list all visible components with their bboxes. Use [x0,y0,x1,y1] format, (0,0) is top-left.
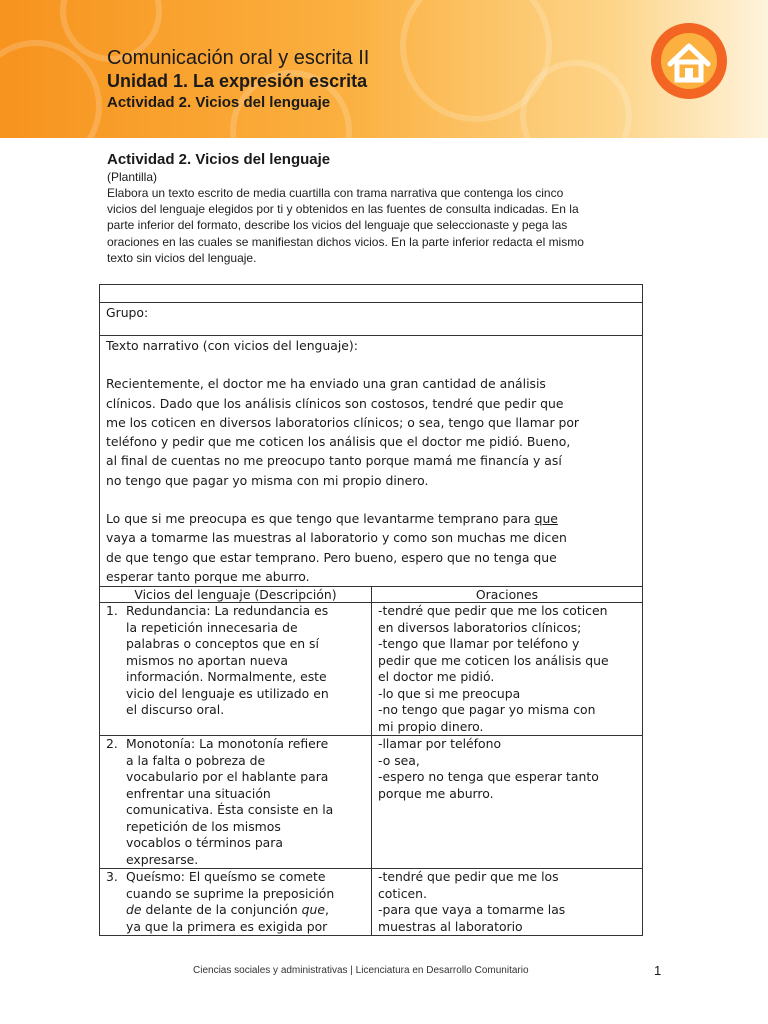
header-titles [107,46,369,114]
narrative-line: no tengo que pagar yo misma con mi propio dinero. [106,472,429,488]
activity-title: Actividad 2. Vicios del lenguaje [107,94,331,111]
column-headers [100,587,643,603]
sentence-line: -tendré que pedir que me los [378,869,559,885]
course-title: Comunicación oral y escrita II [107,47,370,69]
sentence-line: -o sea, [378,752,420,768]
narrative-text-cell[interactable] [100,336,643,587]
narrative-row [100,336,643,587]
instructions-line: texto sin vicios del lenguaje. [107,250,257,265]
header-banner [0,0,768,138]
house-logo-icon [648,20,730,102]
col-header-oraciones: Oraciones [372,587,643,603]
vice-sentences [372,736,643,869]
sentence-line: -lo que si me preocupa [378,685,521,701]
vice-description [100,869,372,936]
vice-sentences [372,869,643,936]
sentence-line: -espero no tenga que esperar tanto [378,769,599,785]
activity-instructions [107,150,655,266]
vice-row-2 [100,736,643,869]
page-footer: Ciencias sociales y administrativas | Licenciatura en Desarrollo Comunitario [193,965,529,976]
sentence-line: mi propio dinero. [378,718,484,734]
emphasis-word: de [126,902,142,918]
vice-description [100,736,372,869]
sentence-line: -para que vaya a tomarme las [378,902,566,918]
narrative-line: teléfono y pedir que me coticen los análisis que el doctor me pidió. Bueno, [106,434,571,450]
narrative-line: al final de cuentas no me preocupo tanto porque mamá me financía y así [106,453,562,469]
page-number: 1 [654,963,662,978]
instructions-line: oraciones en las cuales se manifiestan dichos vicios. En la parte inferior redacta el mismo [107,234,584,249]
vice-line: expresarse. [126,851,199,867]
narrative-line: vaya a tomarme las muestras al laboratorio y como son muchas me dicen [106,530,567,546]
sentence-line: pedir que me coticen los análisis que [378,652,609,668]
instructions-body [107,185,655,266]
vice-line: vocablos o términos para [126,835,283,851]
vice-row-3 [100,869,643,936]
vice-description [100,603,372,736]
vice-number: 2. [106,736,118,752]
vice-line: a la falta o pobreza de [126,752,266,768]
instructions-line: parte inferior del formato, describe los vicios del lenguaje que seleccionaste y pega las [107,218,568,233]
group-field[interactable] [100,303,643,336]
vice-text-span: delante de la conjunción [141,902,302,918]
underlined-word: que [534,511,558,527]
vice-row-1 [100,603,643,736]
vice-line: cuando se suprime la preposición [126,885,335,901]
instructions-line: vicios del lenguaje elegidos por ti y obtenidos en las fuentes de consulta indicadas. En la [107,202,579,217]
group-label: Grupo: [106,305,149,320]
vice-line: comunicativa. Ésta consiste en la [126,802,334,818]
sentence-line: -no tengo que pagar yo misma con [378,702,596,718]
vice-line: la repetición innecesaria de [126,619,298,635]
sentence-line: porque me aburro. [378,785,494,801]
vice-line: vicio del lenguaje es utilizado en [126,685,329,701]
narrative-line: me los coticen en diversos laboratorios clínicos; o sea, tengo que llamar por [106,414,580,430]
blank-row [100,285,643,303]
vice-line: el discurso oral. [126,702,225,718]
vice-number: 1. [106,603,118,619]
sentence-line: muestras al laboratorio [378,918,523,934]
group-row [100,303,643,336]
vice-number: 3. [106,869,118,885]
vice-line: repetición de los mismos [126,818,281,834]
sentence-line: en diversos laboratorios clínicos; [378,619,582,635]
sentence-line: -tendré que pedir que me los coticen [378,603,608,619]
sentence-line: -tengo que llamar por teléfono y [378,636,580,652]
narrative-text: Lo que si me preocupa es que tengo que levantarme temprano para [106,511,535,527]
vice-line: Redundancia: La redundancia es [126,603,329,619]
unit-title: Unidad 1. La expresión escrita [107,71,368,91]
vice-line: ya que la primera es exigida por [126,918,328,934]
vice-line: vocabulario por el hablante para [126,769,329,785]
vice-line: información. Normalmente, este [126,669,327,685]
narrative-heading: Texto narrativo (con vicios del lenguaje): [106,338,358,353]
vice-sentences [372,603,643,736]
vice-text-span: , [325,902,329,918]
narrative-line: clínicos. Dado que los análisis clínicos son costosos, tendré que pedir que [106,395,564,411]
narrative-line: Recientemente, el doctor me ha enviado una gran cantidad de análisis [106,376,546,392]
narrative-line: de que tengo que estar temprano. Pero bueno, espero que no tenga que [106,549,557,565]
instructions-line: Elabora un texto escrito de media cuartilla con trama narrativa que contenga los cinco [107,186,564,200]
narrative-line: esperar tanto porque me aburro. [106,568,310,584]
instructions-subtitle: (Plantilla) [107,170,158,184]
vice-line: enfrentar una situación [126,785,271,801]
vice-line: Queísmo: El queísmo se comete [126,869,326,885]
sentence-line: -llamar por teléfono [378,736,502,752]
col-header-vicios: Vicios del lenguaje (Descripción) [100,587,372,603]
vice-line: mismos no aportan nueva [126,652,289,668]
instructions-title: Actividad 2. Vicios del lenguaje [107,151,331,168]
narrative-line [106,509,636,528]
activity-table [99,284,643,936]
emphasis-word: que [301,902,326,918]
vice-line [126,902,365,919]
vice-line: palabras o conceptos que en sí [126,636,319,652]
vice-line: Monotonía: La monotonía refiere [126,736,329,752]
sentence-line: coticen. [378,885,427,901]
sentence-line: el doctor me pidió. [378,669,495,685]
